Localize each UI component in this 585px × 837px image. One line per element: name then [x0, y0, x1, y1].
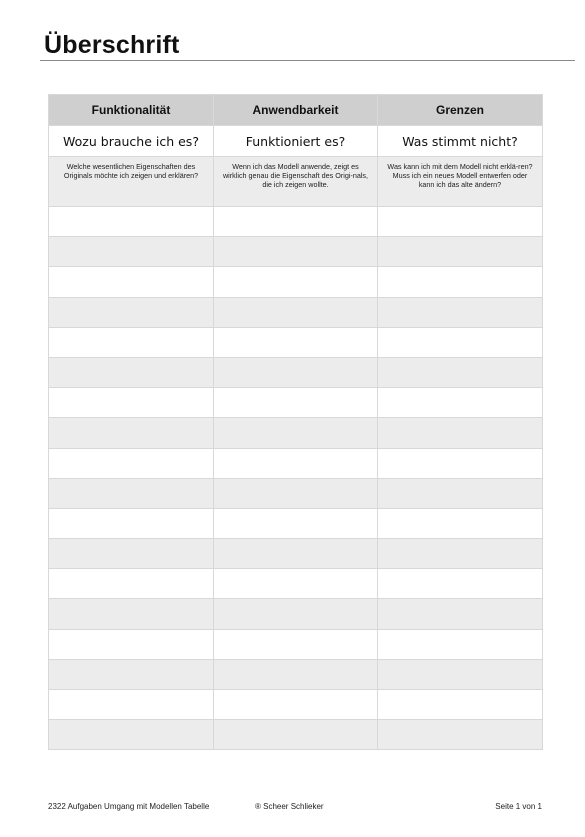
- answer-row: [49, 327, 543, 357]
- question-grenzen: Was stimmt nicht?: [378, 126, 543, 157]
- answer-row: [49, 539, 543, 569]
- answer-cell[interactable]: [214, 237, 378, 267]
- answer-cell[interactable]: [378, 448, 543, 478]
- answer-row: [49, 629, 543, 659]
- answer-cell[interactable]: [378, 599, 543, 629]
- answer-row: [49, 720, 543, 750]
- footer-page-number: Seite 1 von 1: [495, 802, 542, 811]
- answer-cell[interactable]: [214, 659, 378, 689]
- answer-cell[interactable]: [214, 720, 378, 750]
- answer-cell[interactable]: [378, 357, 543, 387]
- title-divider: [40, 60, 575, 61]
- hint-anwendbarkeit: Wenn ich das Modell anwende, zeigt es wirklich genau die Eigenschaft des Origi-nals, die ich zeigen wollte.: [214, 157, 378, 207]
- answer-cell[interactable]: [49, 327, 214, 357]
- answer-row: [49, 357, 543, 387]
- page-title: Überschrift: [44, 31, 180, 59]
- answer-cell[interactable]: [214, 508, 378, 538]
- answer-row: [49, 478, 543, 508]
- answer-cell[interactable]: [378, 629, 543, 659]
- column-header-funktionalitaet: Funktionalität: [49, 95, 214, 126]
- answer-cell[interactable]: [49, 388, 214, 418]
- answer-row: [49, 508, 543, 538]
- answer-cell[interactable]: [214, 327, 378, 357]
- answer-cell[interactable]: [378, 388, 543, 418]
- hint-row: [49, 157, 543, 207]
- answer-cell[interactable]: [214, 599, 378, 629]
- question-anwendbarkeit: Funktioniert es?: [214, 126, 378, 157]
- answer-cell[interactable]: [378, 659, 543, 689]
- answer-cell[interactable]: [378, 569, 543, 599]
- answer-cell[interactable]: [49, 207, 214, 237]
- answer-cell[interactable]: [378, 478, 543, 508]
- answer-cell[interactable]: [49, 297, 214, 327]
- table-header-row: [49, 95, 543, 126]
- answer-cell[interactable]: [214, 629, 378, 659]
- answer-cell[interactable]: [49, 357, 214, 387]
- answer-row: [49, 207, 543, 237]
- hint-grenzen: Was kann ich mit dem Modell nicht erklä-ren? Muss ich ein neues Modell entwerfen oder kann ich das alte ändern?: [378, 157, 543, 207]
- question-funktionalitaet: Wozu brauche ich es?: [49, 126, 214, 157]
- answer-cell[interactable]: [49, 267, 214, 297]
- answer-cell[interactable]: [214, 478, 378, 508]
- answer-row: [49, 448, 543, 478]
- answer-row: [49, 297, 543, 327]
- answer-cell[interactable]: [378, 508, 543, 538]
- column-header-grenzen: Grenzen: [378, 95, 543, 126]
- answer-cell[interactable]: [214, 539, 378, 569]
- hint-funktionalitaet: Welche wesentlichen Eigenschaften des Originals möchte ich zeigen und erklären?: [49, 157, 214, 207]
- answer-cell[interactable]: [49, 508, 214, 538]
- answer-row: [49, 237, 543, 267]
- answer-cell[interactable]: [214, 297, 378, 327]
- answer-cell[interactable]: [49, 569, 214, 599]
- answer-cell[interactable]: [49, 539, 214, 569]
- answer-cell[interactable]: [378, 207, 543, 237]
- answer-cell[interactable]: [214, 388, 378, 418]
- worksheet-table: [48, 94, 543, 750]
- answer-cell[interactable]: [214, 267, 378, 297]
- answer-cell[interactable]: [214, 569, 378, 599]
- footer-document-name: 2322 Aufgaben Umgang mit Modellen Tabelle: [48, 802, 210, 811]
- question-row: [49, 126, 543, 157]
- answer-row: [49, 569, 543, 599]
- answer-cell[interactable]: [378, 297, 543, 327]
- answer-cell[interactable]: [49, 720, 214, 750]
- answer-cell[interactable]: [214, 357, 378, 387]
- answer-cell[interactable]: [378, 267, 543, 297]
- footer-copyright: ® Scheer Schlieker: [255, 802, 324, 811]
- answer-row: [49, 690, 543, 720]
- answer-cell[interactable]: [378, 539, 543, 569]
- answer-rows: [49, 207, 543, 750]
- answer-cell[interactable]: [49, 237, 214, 267]
- answer-cell[interactable]: [49, 599, 214, 629]
- answer-row: [49, 267, 543, 297]
- answer-cell[interactable]: [378, 237, 543, 267]
- answer-cell[interactable]: [49, 659, 214, 689]
- answer-row: [49, 599, 543, 629]
- answer-cell[interactable]: [378, 418, 543, 448]
- answer-cell[interactable]: [49, 448, 214, 478]
- answer-cell[interactable]: [378, 720, 543, 750]
- answer-cell[interactable]: [214, 690, 378, 720]
- answer-cell[interactable]: [214, 448, 378, 478]
- answer-row: [49, 388, 543, 418]
- answer-cell[interactable]: [378, 690, 543, 720]
- answer-cell[interactable]: [49, 690, 214, 720]
- answer-row: [49, 659, 543, 689]
- answer-cell[interactable]: [214, 207, 378, 237]
- column-header-anwendbarkeit: Anwendbarkeit: [214, 95, 378, 126]
- answer-cell[interactable]: [214, 418, 378, 448]
- answer-cell[interactable]: [49, 478, 214, 508]
- answer-cell[interactable]: [49, 418, 214, 448]
- answer-row: [49, 418, 543, 448]
- answer-cell[interactable]: [378, 327, 543, 357]
- answer-cell[interactable]: [49, 629, 214, 659]
